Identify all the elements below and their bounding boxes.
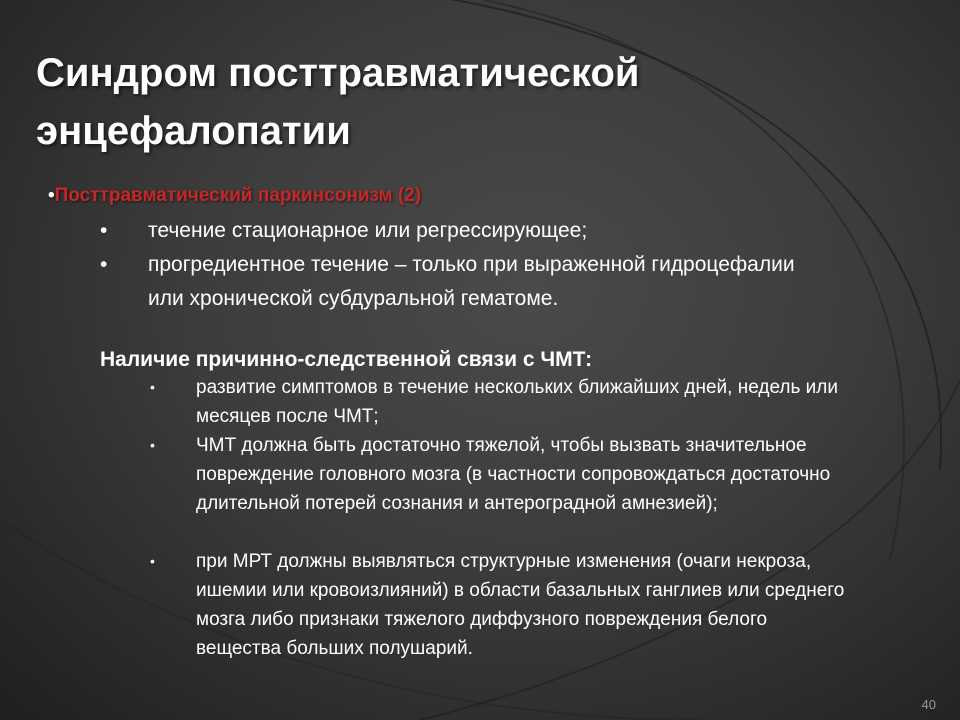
list-item: [150, 547, 850, 663]
list-item-text: ЧМТ должна быть достаточно тяжелой, чтобы вызвать значительное повреждение головного мозга (в частности сопровождаться достаточно длительной потерей сознания и антероградной амнезией);: [196, 435, 831, 514]
list-item-text: при МРТ должны выявляться структурные изменения (очаги некроза, ишемии или кровоизлияний) в области базальных ганглиев или среднего мозга либо признаки тяжелого диффузного повреждения белого вещества больших полушарий.: [196, 551, 845, 659]
bullet-icon: •: [150, 553, 155, 569]
list-item: [100, 248, 800, 316]
bullet-icon: •: [100, 219, 108, 242]
list-item-text: прогредиентное течение – только при выраженной гидроцефалии или хронической субдуральной гематоме.: [148, 253, 795, 310]
list-item-text: развитие симптомов в течение нескольких ближайших дней, недель или месяцев после ЧМТ;: [196, 377, 838, 427]
page-number: 40: [921, 697, 936, 712]
list-item: [100, 214, 800, 248]
section-heading: [48, 185, 421, 207]
section-heading-text: Посттравматический паркинсонизм (2): [54, 185, 422, 206]
list-item: [150, 373, 850, 431]
list-item: [150, 431, 850, 518]
list-item-text: течение стационарное или регрессирующее;: [148, 219, 588, 242]
bullet-icon: •: [150, 437, 155, 453]
bullet-icon: •: [150, 379, 155, 395]
bullet-icon: •: [100, 253, 108, 276]
title-line-2: энцефалопатии: [36, 109, 351, 153]
title-line-1: Синдром посттравматической: [36, 51, 640, 95]
causality-heading: Наличие причинно-следственной связи с ЧМТ:: [100, 348, 593, 371]
bullet-icon: •: [48, 185, 55, 206]
